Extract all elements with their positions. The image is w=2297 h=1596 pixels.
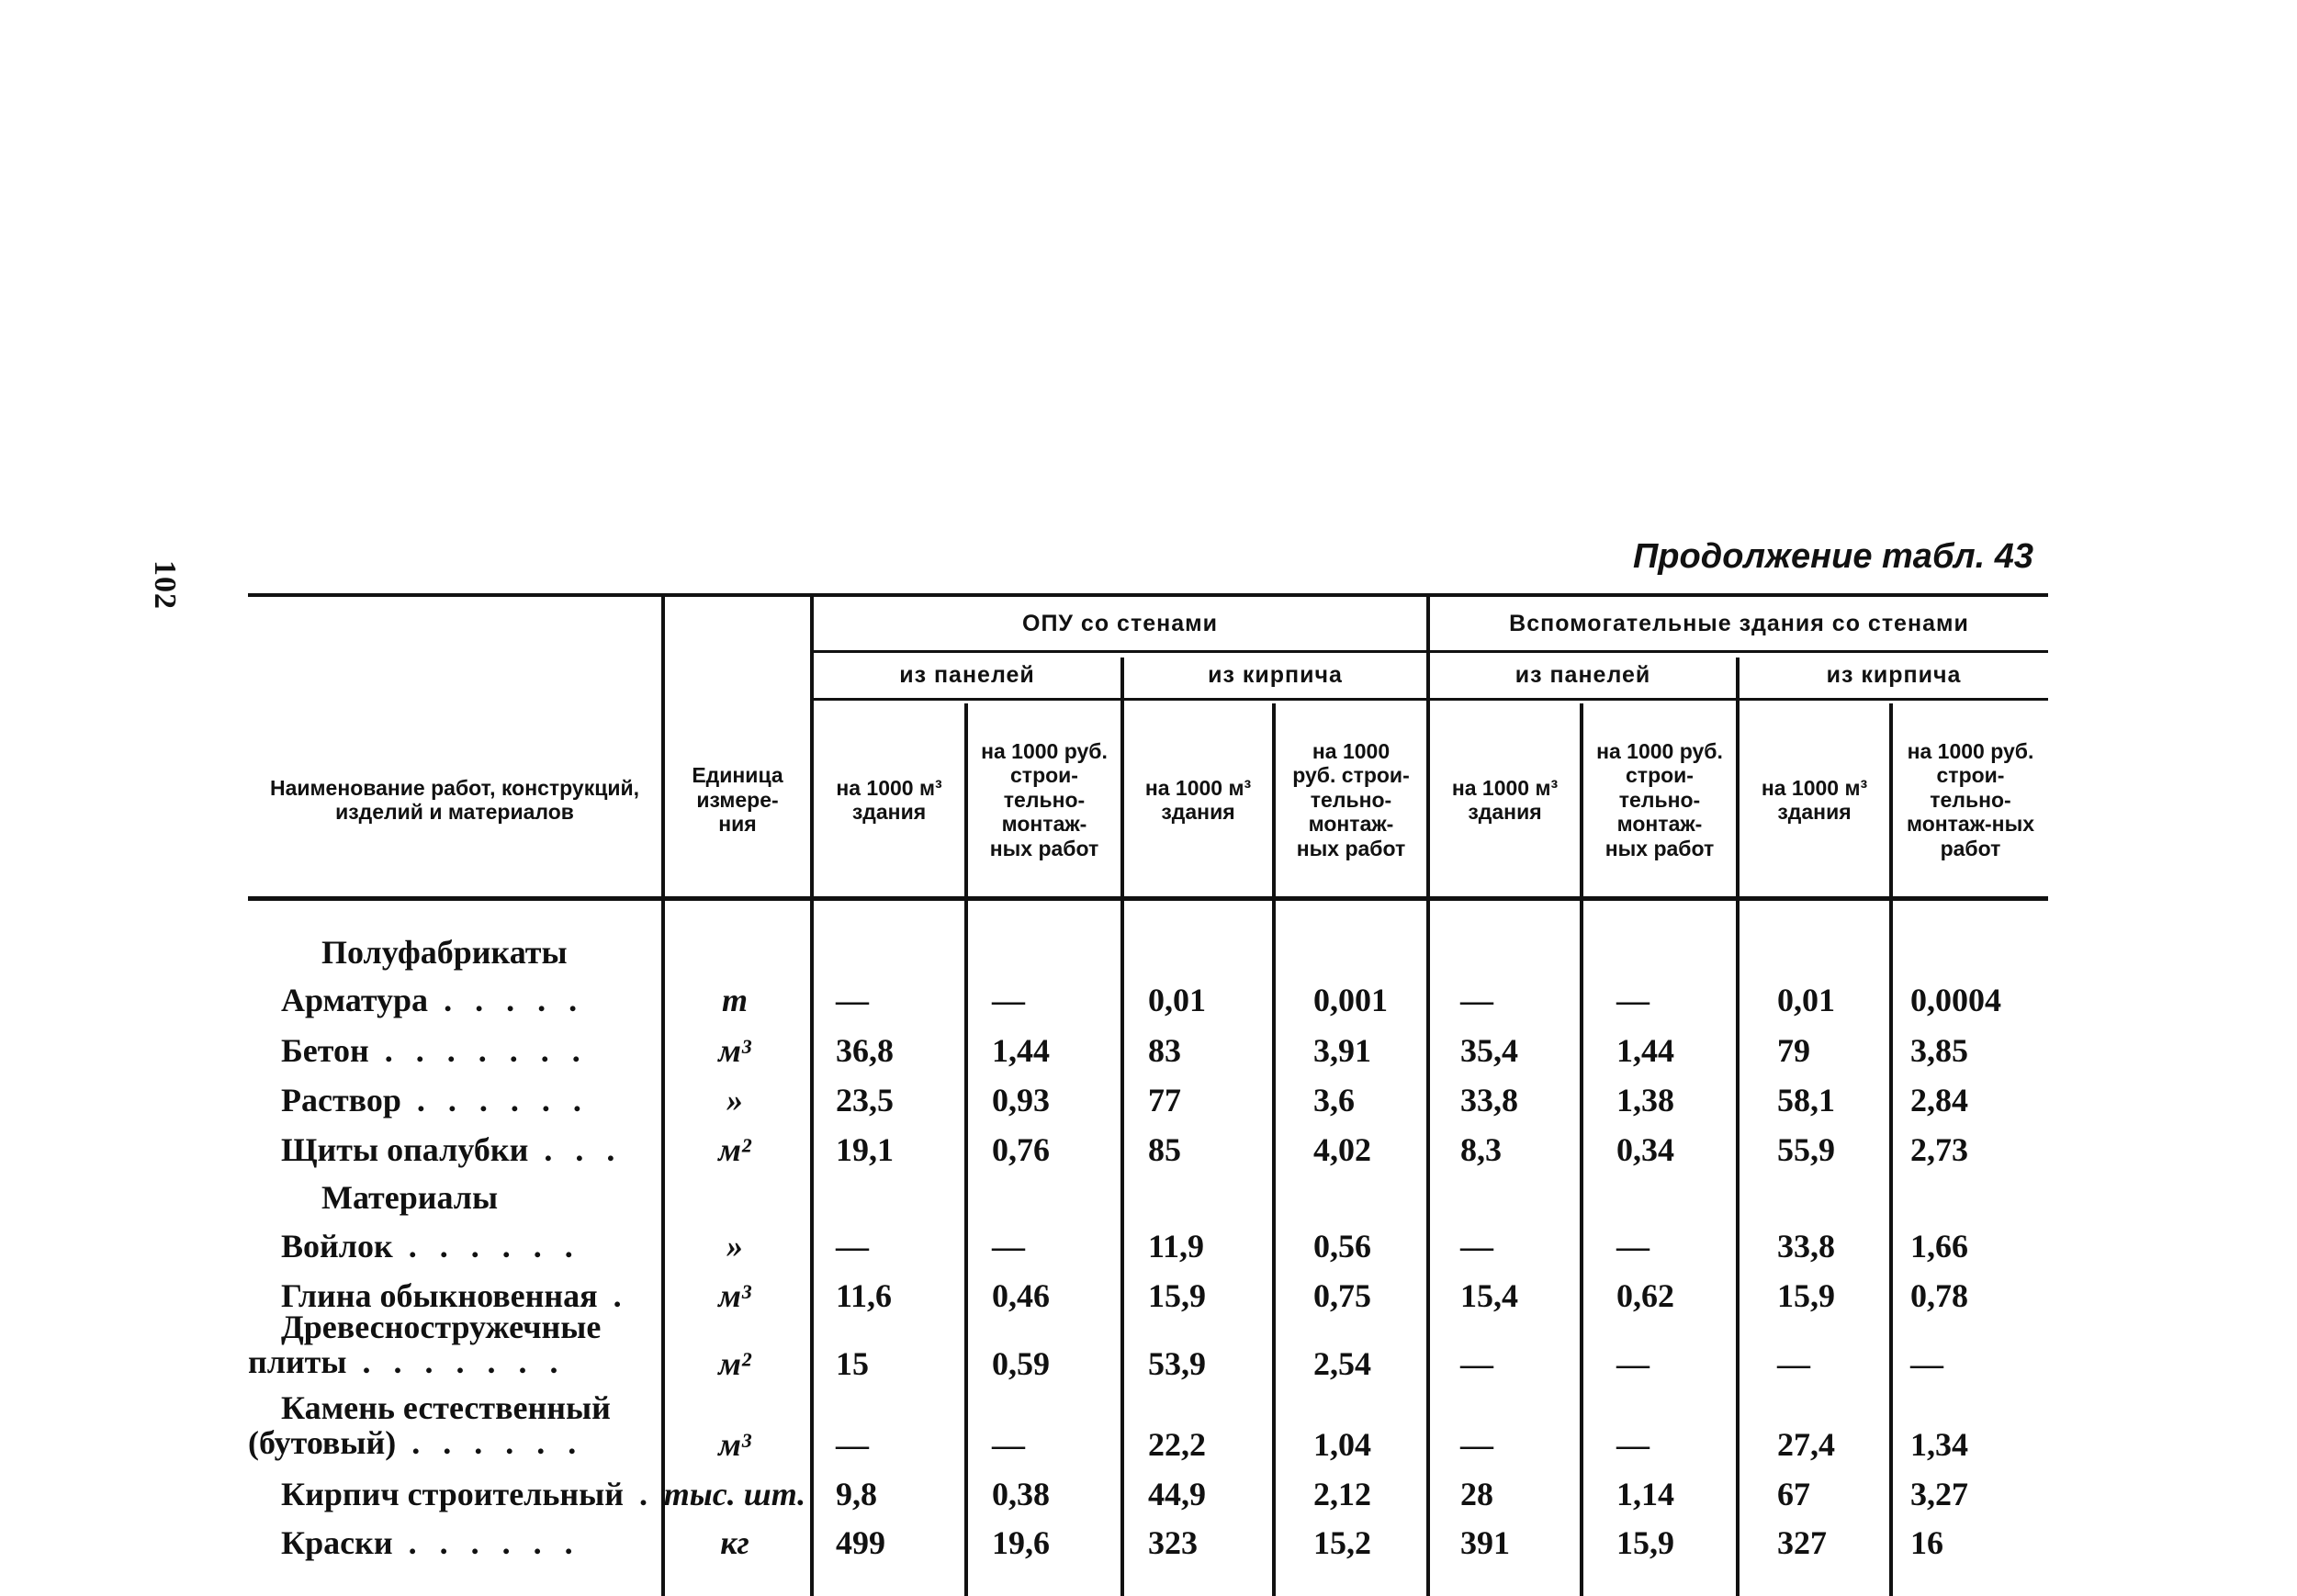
cell-value: 0,0004	[1910, 982, 2001, 1018]
header-bottom-rule	[248, 896, 2048, 901]
cell-value: 0,75	[1313, 1277, 1371, 1314]
cell-value: 77	[1148, 1082, 1181, 1118]
data-table	[248, 593, 2048, 1596]
row-unit: т	[721, 982, 748, 1018]
cell-value: 0,38	[992, 1476, 1050, 1512]
section-title: Полуфабрикаты	[321, 934, 568, 971]
cell-value: —	[836, 982, 869, 1018]
header-unit: Единица измере-ния	[692, 763, 783, 837]
row-name: Арматура . . . . .	[281, 982, 585, 1018]
leader-dots: . . . . .	[428, 982, 585, 1018]
cell-value: —	[836, 1426, 869, 1463]
cell-value: —	[1460, 1228, 1493, 1264]
cell-value: 3,6	[1313, 1082, 1355, 1118]
header-per-volume: на 1000 м³ здания	[836, 775, 942, 824]
leader-dots: . . .	[528, 1131, 623, 1168]
cell-value: 2,12	[1313, 1476, 1371, 1512]
leader-dots: . . . . . . .	[368, 1032, 588, 1069]
cell-value: 8,3	[1460, 1131, 1502, 1168]
row-name: Войлок . . . . . .	[281, 1228, 580, 1264]
header-group-aux: Вспомогательные здания со стенами	[1509, 610, 1969, 636]
cell-value: 323	[1148, 1524, 1198, 1561]
table-row	[248, 1523, 2048, 1573]
cell-value: 3,91	[1313, 1032, 1371, 1069]
row-name-line2: плиты . . . . . . .	[248, 1343, 566, 1380]
cell-value: —	[1460, 1345, 1493, 1382]
cell-value: 79	[1777, 1032, 1810, 1069]
cell-value: 15,4	[1460, 1277, 1518, 1314]
row-name: Раствор . . . . . .	[281, 1082, 589, 1118]
row-unit: м³	[718, 1032, 751, 1069]
cell-value: 11,9	[1148, 1228, 1205, 1264]
cell-value: —	[1616, 1228, 1650, 1264]
row-name-line1: Камень естественный	[281, 1389, 611, 1426]
cell-value: 391	[1460, 1524, 1510, 1561]
row-name: Бетон . . . . . . .	[281, 1032, 588, 1069]
cell-value: 9,8	[836, 1476, 877, 1512]
section-row	[248, 1178, 2048, 1228]
row-name: Кирпич строительный .	[281, 1476, 656, 1512]
row-unit: м²	[718, 1345, 751, 1382]
section-row	[248, 933, 2048, 983]
table-row	[248, 1475, 2048, 1524]
cell-value: 27,4	[1777, 1426, 1835, 1463]
cell-value: —	[1616, 982, 1650, 1018]
cell-value: —	[992, 1426, 1025, 1463]
section-title: Материалы	[321, 1179, 499, 1216]
cell-value: 2,73	[1910, 1131, 1968, 1168]
cell-value: —	[1777, 1345, 1810, 1382]
leader-dots: .	[624, 1476, 656, 1512]
row-name-line2: (бутовый) . . . . . .	[248, 1424, 584, 1461]
header-name: Наименование работ, конструкций, изделий и материалов	[269, 775, 640, 824]
cell-value: 15	[836, 1345, 869, 1382]
cell-value: —	[1616, 1426, 1650, 1463]
cell-value: 11,6	[836, 1277, 893, 1314]
header-per-cost: на 1000 руб. строи-тельно-монтаж-ных работ	[1292, 738, 1410, 860]
leader-dots: . . . . . .	[392, 1228, 580, 1264]
header-per-volume: на 1000 м³ здания	[1144, 775, 1252, 824]
cell-value: 2,54	[1313, 1345, 1371, 1382]
cell-value: 85	[1148, 1131, 1181, 1168]
header-per-cost: на 1000 руб. строи-тельно-монтаж-ных работ	[1596, 738, 1723, 860]
leader-dots: .	[597, 1277, 629, 1314]
header-opu-brick: из кирпича	[1208, 662, 1343, 689]
leader-dots: . . . . . .	[400, 1082, 589, 1118]
table-row	[248, 981, 2048, 1030]
cell-value: 0,76	[992, 1131, 1050, 1168]
table-row	[248, 1309, 2048, 1394]
cell-value: 22,2	[1148, 1426, 1206, 1463]
cell-value: 28	[1460, 1476, 1493, 1512]
cell-value: 0,46	[992, 1277, 1050, 1314]
leader-dots: . . . . . . .	[346, 1343, 566, 1380]
cell-value: 0,001	[1313, 982, 1388, 1018]
header-group-opu: ОПУ со стенами	[1022, 610, 1218, 636]
leader-dots: . . . . . .	[392, 1524, 580, 1561]
cell-value: 1,44	[1616, 1032, 1674, 1069]
row-name: Глина обыкновенная .	[281, 1277, 629, 1314]
row-name	[248, 1389, 611, 1461]
header-aux-brick: из кирпича	[1826, 662, 1962, 689]
cell-value: 58,1	[1777, 1082, 1835, 1118]
cell-value: 1,38	[1616, 1082, 1674, 1118]
table-row	[248, 1389, 2048, 1475]
row-unit: »	[726, 1082, 743, 1118]
cell-value: 0,93	[992, 1082, 1050, 1118]
row-name-line1: Древесностружечные	[281, 1309, 602, 1345]
cell-value: 44,9	[1148, 1476, 1206, 1512]
page-number: 102	[148, 560, 182, 610]
cell-value: 19,1	[836, 1131, 894, 1168]
cell-value: 33,8	[1460, 1082, 1518, 1118]
row-unit: кг	[720, 1524, 749, 1561]
cell-value: 3,85	[1910, 1032, 1968, 1069]
row-unit: м³	[718, 1426, 751, 1463]
table-row	[248, 1081, 2048, 1130]
cell-value: 1,14	[1616, 1476, 1674, 1512]
header-opu-panels: из панелей	[899, 662, 1035, 689]
cell-value: 83	[1148, 1032, 1181, 1069]
header-per-cost: на 1000 руб. строи-тельно-монтаж-ных работ	[981, 738, 1108, 860]
cell-value: 15,9	[1777, 1277, 1835, 1314]
cell-value: —	[992, 1228, 1025, 1264]
cell-value: 4,02	[1313, 1131, 1371, 1168]
cell-value: 3,27	[1910, 1476, 1968, 1512]
row-name: Краски . . . . . .	[281, 1524, 580, 1561]
cell-value: —	[992, 982, 1025, 1018]
cell-value: 19,6	[992, 1524, 1050, 1561]
row-unit: м²	[718, 1131, 751, 1168]
header-per-volume: на 1000 м³ здания	[1761, 775, 1868, 824]
header-per-cost: на 1000 руб. строи-тельно-монтаж-ных работ	[1907, 738, 2034, 860]
cell-value: 1,34	[1910, 1426, 1968, 1463]
cell-value: 33,8	[1777, 1228, 1835, 1264]
cell-value: 23,5	[836, 1082, 894, 1118]
cell-value: 15,9	[1616, 1524, 1674, 1561]
cell-value: —	[1460, 982, 1493, 1018]
table-row	[248, 1227, 2048, 1276]
cell-value: —	[1616, 1345, 1650, 1382]
header-aux-panels: из панелей	[1514, 662, 1651, 689]
cell-value: 15,2	[1313, 1524, 1371, 1561]
cell-value: 16	[1910, 1524, 1943, 1561]
row-unit: м³	[718, 1277, 751, 1314]
row-unit: »	[726, 1228, 743, 1264]
cell-value: 0,01	[1148, 982, 1206, 1018]
cell-value: —	[1910, 1345, 1943, 1382]
table-row	[248, 1130, 2048, 1180]
cell-value: 1,44	[992, 1032, 1050, 1069]
cell-value: 0,78	[1910, 1277, 1968, 1314]
leader-dots: . . . . . .	[396, 1424, 584, 1461]
header-per-volume: на 1000 м³ здания	[1451, 775, 1559, 824]
cell-value: 0,01	[1777, 982, 1835, 1018]
row-name	[248, 1309, 602, 1380]
cell-value: 67	[1777, 1476, 1810, 1512]
cell-value: 55,9	[1777, 1131, 1835, 1168]
cell-value: —	[1460, 1426, 1493, 1463]
cell-value: 0,62	[1616, 1277, 1674, 1314]
cell-value: 35,4	[1460, 1032, 1518, 1069]
table-row	[248, 1031, 2048, 1081]
cell-value: 1,66	[1910, 1228, 1968, 1264]
table-caption: Продолжение табл. 43	[1632, 537, 2033, 576]
cell-value: 2,84	[1910, 1082, 1968, 1118]
cell-value: 0,59	[992, 1345, 1050, 1382]
cell-value: —	[836, 1228, 869, 1264]
header-rule	[810, 698, 2048, 701]
cell-value: 0,34	[1616, 1131, 1674, 1168]
row-unit: тыс. шт.	[663, 1476, 806, 1512]
cell-value: 53,9	[1148, 1345, 1206, 1382]
cell-value: 15,9	[1148, 1277, 1206, 1314]
row-name: Щиты опалубки . . .	[281, 1131, 623, 1168]
cell-value: 499	[836, 1524, 885, 1561]
cell-value: 327	[1777, 1524, 1827, 1561]
cell-value: 0,56	[1313, 1228, 1371, 1264]
cell-value: 36,8	[836, 1032, 894, 1069]
cell-value: 1,04	[1313, 1426, 1371, 1463]
